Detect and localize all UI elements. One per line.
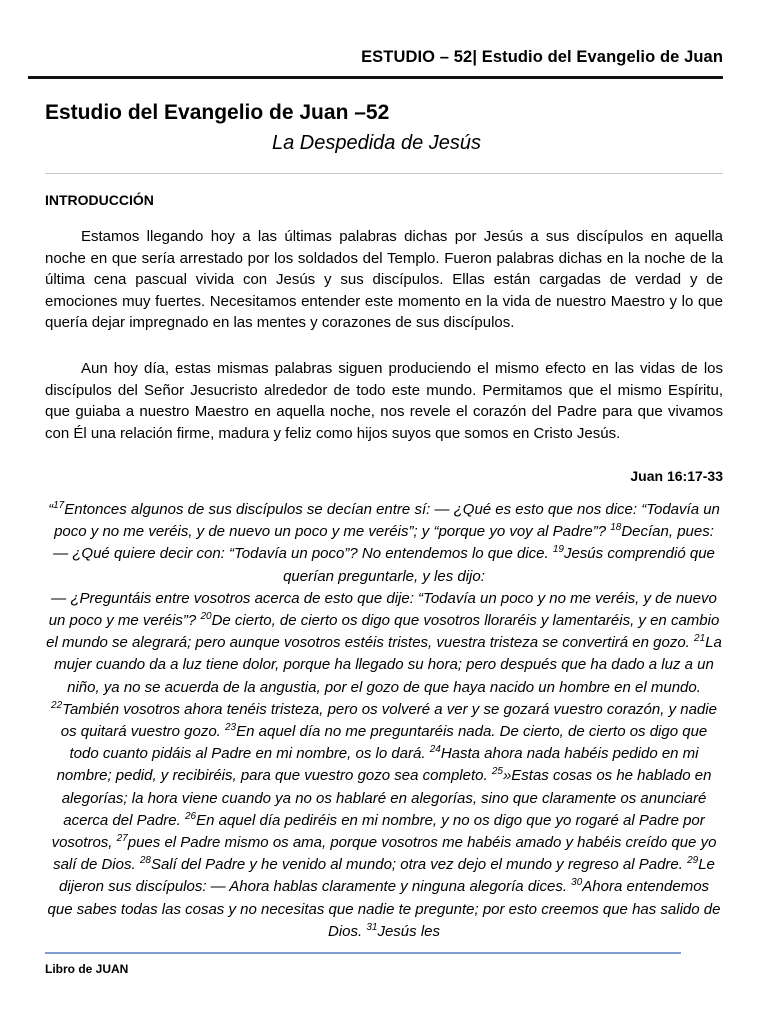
verse-text: De cierto, de cierto os digo que vosotros lloraréis y lamentaréis, y en cambio el mundo se alegrará; pero aunque vosotros estéis tristes, vuestra tristeza se convertirá en gozo. <box>46 612 720 652</box>
verse-text: Ahora entendemos que sabes todas las cosas y no necesitas que nadie te pregunte; por esto creemos que has salido de Dios. <box>47 878 721 940</box>
verse-text: Hasta ahora nada habéis pedido en mi nombre; pedid, y recibiréis, para que vuestro gozo sea completo. <box>56 745 699 785</box>
intro-paragraph-2: Aun hoy día, estas mismas palabras siguen produciendo el mismo efecto en las vidas de los discípulos del Señor Jesucristo alrededor de todo este mundo. Permitamos que el mismo Espíritu, que guiaba a nuestro Maestro en aquella noche, nos revele el corazón del Padre para que vivamos con Él una relación firme, madura y feliz como hijos suyos que somos en Cristo Jesús. <box>45 360 723 442</box>
verse-number: 22 <box>51 699 63 711</box>
verse-number: 21 <box>694 633 706 645</box>
title-divider <box>45 173 723 174</box>
verse-number: 23 <box>225 722 237 734</box>
footer-divider <box>45 952 681 954</box>
verse-number: 25 <box>491 766 503 778</box>
verse-text: Jesús comprendió que querían preguntarle, y les dijo: <box>283 545 715 585</box>
verse-text: Salí del Padre y he venido al mundo; otra vez dejo el mundo y regreso al Padre. <box>150 856 688 874</box>
verse-number: 17 <box>53 500 65 511</box>
verse-text: »Estas cosas os he hablado en alegorías; la hora viene cuando ya no os hablaré en alegorías, sino que claramente os anunciaré acerca del Padre. <box>61 767 712 829</box>
verse-number: 18 <box>610 522 622 534</box>
verse-number: 20 <box>200 611 212 623</box>
open-quote: “ <box>48 501 54 518</box>
verse-number: 26 <box>184 810 197 822</box>
page-title: Estudio del Evangelio de Juan –52 <box>45 101 390 124</box>
verse-text: La mujer cuando da a luz tiene dolor, porque ha llegado su hora; pero después que ha dado a luz a un niño, ya no se acuerda de la angustia, por el gozo de que haya nacido un hombre en el mundo. <box>54 634 722 696</box>
verse-text: — ¿Preguntáis entre vosotros acerca de esto que dije: “Todavía un poco y no me veréis, y de nuevo un poco y me veréis”? <box>48 589 717 630</box>
section-heading-introduccion: INTRODUCCIÓN <box>45 192 154 208</box>
verse-text: Le dijeron sus discípulos: — Ahora hablas claramente y ninguna alegoría dices. <box>58 856 715 896</box>
page-subtitle: La Despedida de Jesús <box>272 132 482 154</box>
scripture-passage <box>45 499 723 943</box>
verse-text: Jesús les <box>377 922 440 940</box>
intro-paragraph-1: Estamos llegando hoy a las últimas palabras dichas por Jesús a sus discípulos en aquella noche en que sería arrestado por los soldados del Templo. Fueron palabras dichas en la noche de la última cena pascual vivida con Jesús y sus discípulos. Ellas están cargadas de verdad y de emociones muy fuertes. Necesitamos entender este momento en la vida de nuestro Maestro y lo que quería dejar impregnado en las mentes y corazones de sus discípulos. <box>45 228 723 332</box>
verse-text: Decían, pues: — ¿Qué quiere decir con: “Todavía un poco”? No entendemos lo que dice. <box>53 523 714 563</box>
verse-text: Entonces algunos de sus discípulos se decían entre sí: — ¿Qué es esto que nos dice: “Todavía un poco y no me veréis, y de nuevo un poco y me veréis”; y “porque yo voy al Padre”? <box>54 501 720 541</box>
verse-number: 19 <box>552 544 564 556</box>
verse-number: 31 <box>366 921 378 933</box>
verse-number: 28 <box>139 855 151 867</box>
verse-number: 24 <box>429 744 441 756</box>
verse-text: También vosotros ahora tenéis tristeza, pero os volveré a ver y se gozará vuestro corazón, y nadie os quitará vuestro gozo. <box>60 700 717 741</box>
verse-text: En aquel día pediréis en mi nombre, y no os digo que yo rogaré al Padre por vosotros, <box>51 811 705 852</box>
footer-text: Libro de JUAN <box>45 962 129 976</box>
verse-number: 29 <box>687 855 699 867</box>
verse-text: pues el Padre mismo os ama, porque vosotros me habéis amado y habéis creído que yo salí de Dios. <box>53 834 717 874</box>
scripture-reference: Juan 16:17-33 <box>630 468 723 484</box>
running-header: ESTUDIO – 52| Estudio del Evangelio de Juan <box>361 48 723 66</box>
verse-number: 30 <box>571 877 583 889</box>
header-divider <box>28 76 723 79</box>
verse-text: En aquel día no me preguntaréis nada. De cierto, de cierto os digo que todo cuanto pidáis al Padre en mi nombre, os lo dará. <box>69 723 708 763</box>
verse-number: 27 <box>116 833 128 845</box>
